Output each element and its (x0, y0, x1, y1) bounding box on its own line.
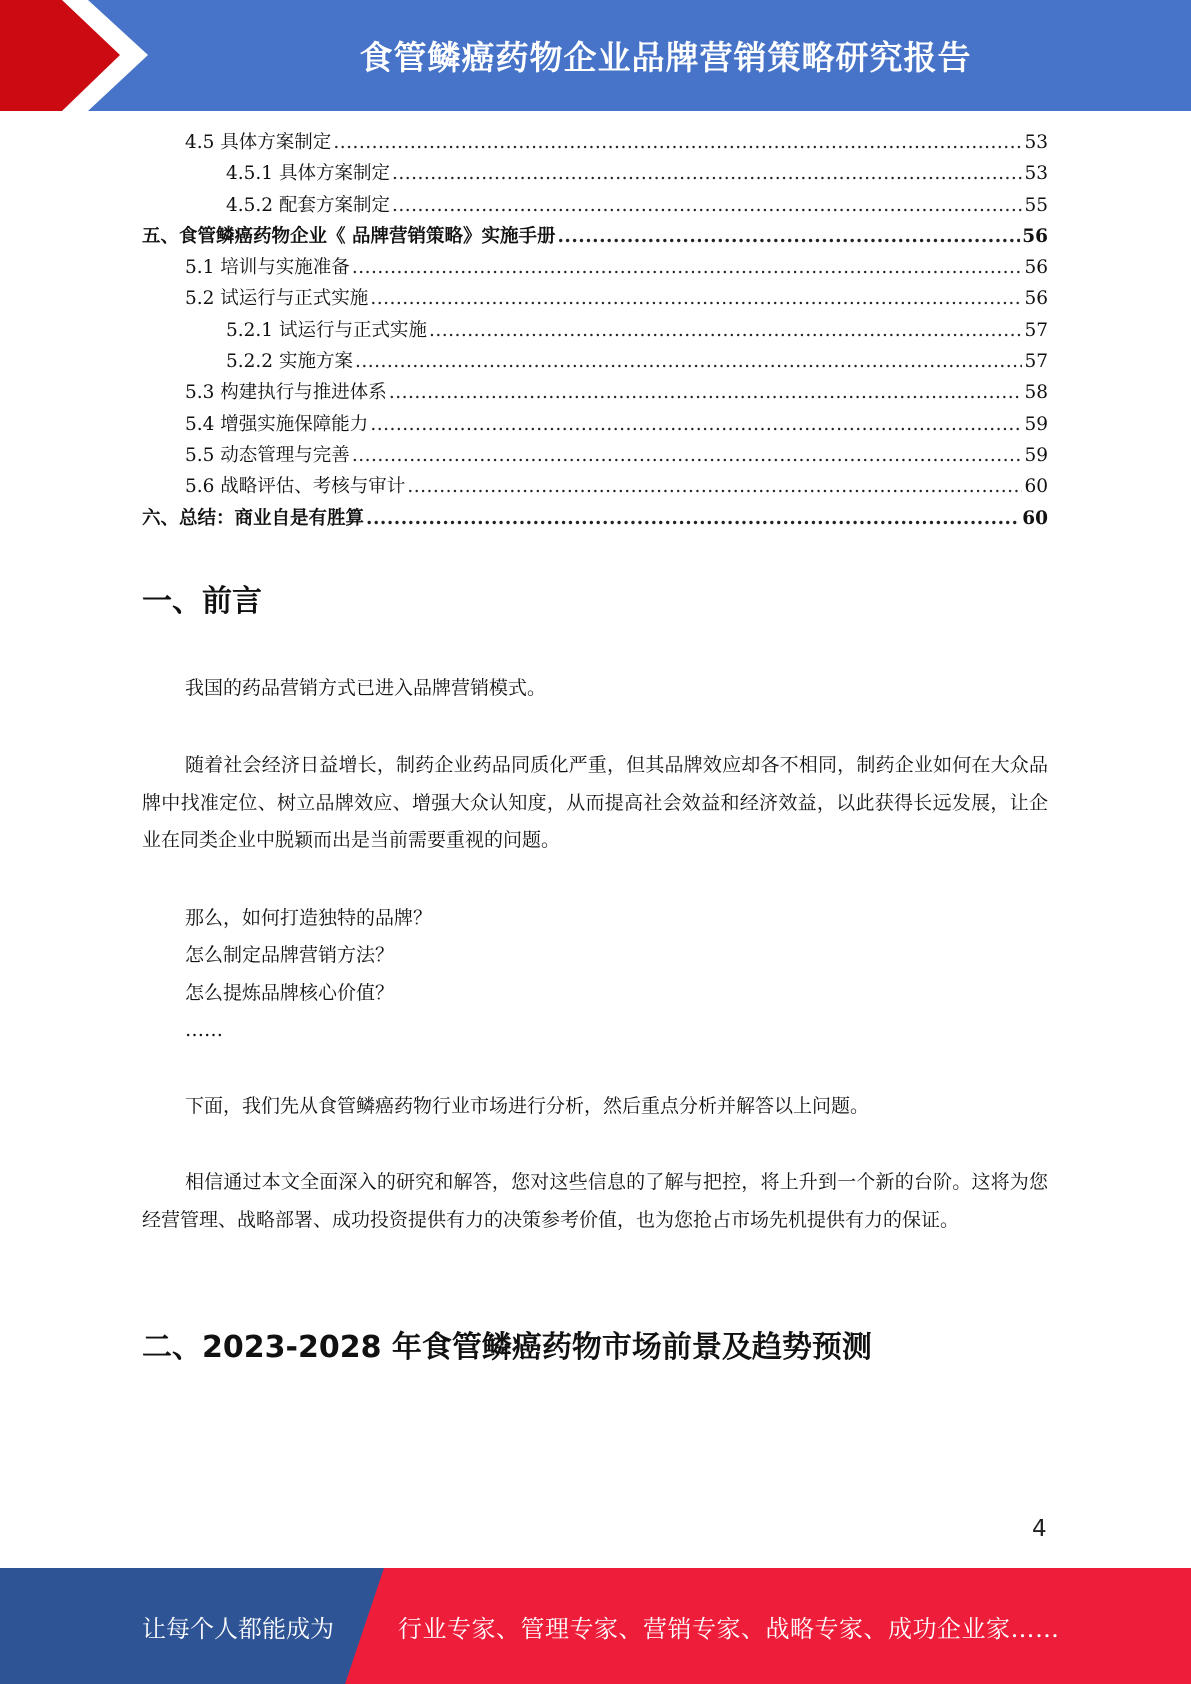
paragraph: 下面，我们先从食管鳞癌药物行业市场进行分析，然后重点分析并解答以上问题。 (185, 1095, 870, 1117)
toc-entry[interactable] (142, 378, 1048, 409)
toc-page-number: 59 (1024, 413, 1048, 435)
toc-page-number: 57 (1024, 319, 1048, 341)
footer-slogan-left: 让每个人都能成为 (142, 1614, 334, 1643)
toc-label: 5.2.2 实施方案 (226, 351, 353, 373)
toc-leader-dots (389, 382, 1023, 403)
toc-leader-dots (355, 351, 1023, 372)
section-heading-preface: 一、前言 (142, 584, 262, 619)
toc-page-number: 56 (1022, 225, 1048, 247)
toc-label: 4.5 具体方案制定 (185, 132, 332, 153)
toc-label: 5.3 构建执行与推进体系 (185, 382, 387, 404)
toc-label: 5.2 试运行与正式实施 (185, 288, 369, 310)
ellipsis-line: …… (185, 1019, 223, 1041)
question-line: 怎么提炼品牌核心价值？ (185, 982, 395, 1004)
toc-label: 5.6 战略评估、考核与审计 (185, 476, 406, 498)
toc-entry[interactable] (142, 128, 1048, 159)
toc-page-number: 55 (1024, 194, 1048, 216)
question-line: 怎么制定品牌营销方法？ (185, 944, 395, 966)
footer-slogan-right: 行业专家、管理专家、营销专家、战略专家、成功企业家…… (398, 1614, 1060, 1643)
report-title: 食管鳞癌药物企业品牌营销策略研究报告 (359, 38, 972, 77)
toc-leader-dots (407, 476, 1022, 497)
toc-label: 5.1 培训与实施准备 (185, 257, 350, 279)
question-line: 那么，如何打造独特的品牌？ (185, 907, 433, 929)
toc-page-number: 60 (1024, 476, 1048, 498)
toc-leader-dots (370, 414, 1022, 435)
toc-page-number: 60 (1022, 507, 1048, 529)
toc-leader-dots (352, 445, 1023, 466)
toc-label: 4.5.1 具体方案制定 (226, 163, 390, 185)
paragraph: 随着社会经济日益增长，制药企业药品同质化严重，但其品牌效应却各不相同，制药企业如何在大众品牌中找准定位、树立品牌效应、增强大众认知度，从而提高社会效益和经济效益，以此获得长远发展，让企业在同类企业中脱颖而出是当前需要重视的问题。 (142, 754, 1048, 851)
toc-entry[interactable] (142, 159, 1048, 190)
page-number: 4 (1032, 1516, 1047, 1542)
toc-leader-dots (370, 288, 1022, 309)
toc-leader-dots (429, 320, 1022, 341)
toc-page-number: 56 (1024, 288, 1048, 310)
toc-entry[interactable] (142, 410, 1048, 441)
toc-label: 五、食管鳞癌药物企业《 品牌营销策略》实施手册 (142, 225, 556, 247)
toc-entry[interactable] (142, 284, 1048, 315)
paragraph: 我国的药品营销方式已进入品牌营销模式。 (185, 677, 547, 699)
toc-entry[interactable] (142, 504, 1048, 535)
toc-entry[interactable] (142, 191, 1048, 222)
toc-leader-dots (392, 163, 1022, 184)
toc-entry[interactable] (142, 347, 1048, 378)
toc-entry[interactable] (142, 222, 1048, 253)
toc-label: 六、总结：商业自是有胜算 (142, 507, 365, 529)
toc-label: 5.4 增强实施保障能力 (185, 413, 369, 435)
toc-page-number: 57 (1024, 351, 1048, 373)
toc-label: 5.2.1 试运行与正式实施 (226, 319, 427, 341)
header-banner (0, 0, 1191, 111)
toc-entry[interactable] (142, 316, 1048, 347)
toc-leader-dots (333, 132, 1022, 153)
toc-entry[interactable] (142, 472, 1048, 503)
toc-page-number: 56 (1024, 257, 1048, 279)
toc-page-number: 59 (1024, 444, 1048, 466)
toc-label: 4.5.2 配套方案制定 (226, 194, 390, 216)
toc-entry[interactable] (142, 253, 1048, 284)
toc-page-number: 53 (1024, 132, 1048, 153)
paragraph: 相信通过本文全面深入的研究和解答，您对这些信息的了解与把控，将上升到一个新的台阶。这将为您经营管理、战略部署、成功投资提供有力的决策参考价值，也为您抢占市场先机提供有力的保证。 (142, 1171, 1048, 1231)
footer-banner (0, 1568, 1191, 1684)
toc-leader-dots (392, 195, 1022, 216)
toc-leader-dots (366, 508, 1020, 529)
toc-label: 5.5 动态管理与完善 (185, 444, 350, 466)
section-heading-market-forecast: 二、2023-2028 年食管鳞癌药物市场前景及趋势预测 (142, 1330, 872, 1365)
toc-leader-dots (352, 257, 1023, 278)
toc-leader-dots (557, 226, 1020, 247)
chevron-arrow-icon (0, 0, 160, 111)
toc-page-number: 58 (1024, 382, 1048, 404)
toc-entry[interactable] (142, 441, 1048, 472)
toc-page-number: 53 (1024, 163, 1048, 185)
table-of-contents (142, 128, 1048, 535)
